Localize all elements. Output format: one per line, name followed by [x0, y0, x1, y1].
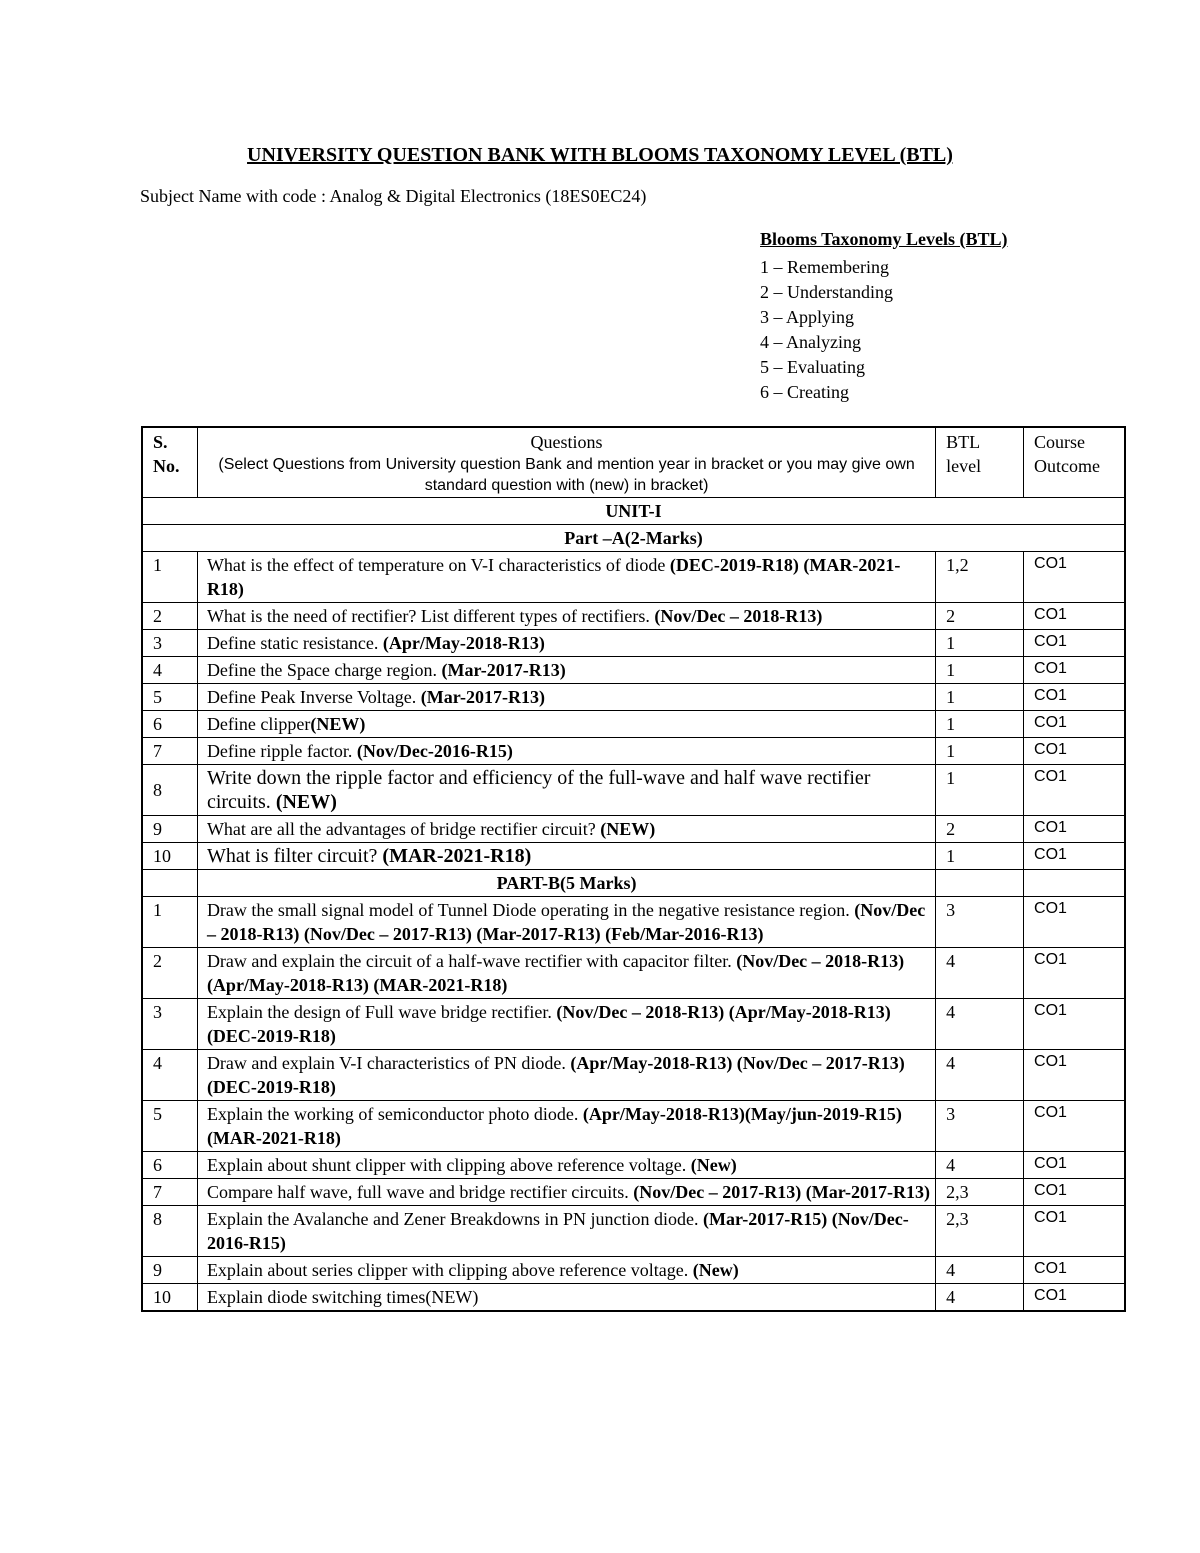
question-number: 7 [142, 1179, 197, 1206]
question-text [197, 897, 935, 948]
question-number: 2 [142, 948, 197, 999]
table-row [142, 1101, 1125, 1152]
header-questions: Questions (Select Questions from University question Bank and mention year in bracket or you may give own standard question with (new) in bracket) [197, 427, 935, 498]
question-body: What is the need of rectifier? List different types of rectifiers. [206, 606, 655, 626]
table-row [142, 1257, 1125, 1284]
question-number: 6 [142, 711, 197, 738]
question-body: Explain the Avalanche and Zener Breakdowns in PN junction diode. [206, 1209, 703, 1229]
btl-level: 4 [936, 999, 1024, 1050]
question-body: Compare half wave, full wave and bridge rectifier circuits. [206, 1182, 634, 1202]
question-reference: (Apr/May-2018-R13) (Nov/Dec – 2017-R13)(DEC-2019-R18) [206, 1053, 905, 1097]
question-text [197, 1050, 935, 1101]
question-text [197, 657, 935, 684]
btl-level: 1 [936, 765, 1024, 816]
question-number: 5 [142, 684, 197, 711]
question-reference: (DEC-2019-R18) (MAR-2021-R18) [206, 555, 901, 599]
question-number: 5 [142, 1101, 197, 1152]
table-row [142, 630, 1125, 657]
course-outcome: CO1 [1024, 816, 1125, 843]
question-number: 4 [142, 1050, 197, 1101]
question-body: Explain the working of semiconductor photo diode. [206, 1104, 583, 1124]
table-row [142, 948, 1125, 999]
empty-cell [1024, 870, 1125, 897]
btl-legend-item: 3 – Applying [760, 307, 855, 327]
btl-level: 2,3 [936, 1206, 1024, 1257]
question-reference: (Nov/Dec – 2018-R13) (Apr/May-2018-R13) (MAR-2021-R18) [206, 951, 905, 995]
btl-level: 1 [936, 657, 1024, 684]
question-reference: (Nov/Dec – 2017-R13) (Mar-2017-R13) [633, 1182, 931, 1202]
question-text [197, 1101, 935, 1152]
question-reference: (NEW) [275, 791, 337, 813]
question-text [197, 765, 935, 816]
btl-level: 3 [936, 897, 1024, 948]
question-number: 10 [142, 843, 197, 870]
part-b-row [142, 870, 1125, 897]
question-body: Draw the small signal model of Tunnel Diode operating in the negative resistance region. [206, 900, 855, 920]
header-btl: BTL level [936, 427, 1024, 498]
question-text [197, 1152, 935, 1179]
question-number: 4 [142, 657, 197, 684]
question-body: What is the effect of temperature on V-I characteristics of diode [206, 555, 670, 575]
question-reference: (Mar-2017-R15) (Nov/Dec-2016-R15) [206, 1209, 909, 1253]
question-table [141, 426, 1126, 1312]
question-reference: (MAR-2021-R18) [382, 845, 532, 867]
course-outcome: CO1 [1024, 843, 1125, 870]
table-row [142, 843, 1125, 870]
question-reference: (Nov/Dec – 2018-R13) (Apr/May-2018-R13) (DEC-2019-R18) [206, 1002, 891, 1046]
question-body: Explain the design of Full wave bridge rectifier. [206, 1002, 557, 1022]
table-row [142, 897, 1125, 948]
course-outcome: CO1 [1024, 1152, 1125, 1179]
course-outcome: CO1 [1024, 603, 1125, 630]
question-number: 9 [142, 1257, 197, 1284]
question-body: Define clipper [206, 714, 311, 734]
table-row [142, 657, 1125, 684]
part-a-title: Part –A(2-Marks) [142, 525, 1125, 552]
course-outcome: CO1 [1024, 1050, 1125, 1101]
question-reference: (Apr/May-2018-R13) [382, 633, 545, 653]
table-row [142, 765, 1125, 816]
btl-legend-item: 2 – Understanding [760, 282, 893, 302]
course-outcome: CO1 [1024, 897, 1125, 948]
question-text [197, 630, 935, 657]
question-text [197, 552, 935, 603]
question-text [197, 684, 935, 711]
course-outcome: CO1 [1024, 1101, 1125, 1152]
empty-cell [142, 870, 197, 897]
unit-title: UNIT-I [142, 498, 1125, 525]
btl-legend-item: 1 – Remembering [760, 257, 889, 277]
btl-legend-item: 5 – Evaluating [760, 357, 865, 377]
question-body: Define ripple factor. [206, 741, 357, 761]
btl-level: 4 [936, 1284, 1024, 1312]
header-course-outcome: Course Outcome [1024, 427, 1125, 498]
question-text [197, 1284, 935, 1312]
table-row [142, 1206, 1125, 1257]
part-a-row [142, 525, 1125, 552]
question-reference: (NEW) [310, 714, 366, 734]
btl-level: 1 [936, 711, 1024, 738]
table-row [142, 1152, 1125, 1179]
course-outcome: CO1 [1024, 552, 1125, 603]
question-text [197, 603, 935, 630]
table-row [142, 711, 1125, 738]
course-outcome: CO1 [1024, 999, 1125, 1050]
table-row [142, 738, 1125, 765]
btl-level: 4 [936, 1050, 1024, 1101]
unit-row [142, 498, 1125, 525]
question-body: Explain about shunt clipper with clipping above reference voltage. [206, 1155, 691, 1175]
question-text [197, 948, 935, 999]
table-row [142, 816, 1125, 843]
table-row [142, 603, 1125, 630]
btl-level: 2 [936, 603, 1024, 630]
course-outcome: CO1 [1024, 711, 1125, 738]
table-row [142, 552, 1125, 603]
header-sno: S. No. [142, 427, 197, 498]
question-reference: (New) [690, 1155, 737, 1175]
question-number: 3 [142, 630, 197, 657]
btl-level: 2 [936, 816, 1024, 843]
question-text [197, 711, 935, 738]
course-outcome: CO1 [1024, 1257, 1125, 1284]
question-text [197, 1179, 935, 1206]
question-reference: (NEW) [600, 819, 656, 839]
question-reference: (New) [692, 1260, 739, 1280]
question-number: 8 [142, 765, 197, 816]
btl-legend-item: 6 – Creating [760, 382, 849, 402]
question-body: Explain diode switching times(NEW) [206, 1287, 479, 1307]
page-title: UNIVERSITY QUESTION BANK WITH BLOOMS TAXONOMY LEVEL (BTL) [247, 144, 953, 166]
question-body: What are all the advantages of bridge rectifier circuit? [206, 819, 601, 839]
course-outcome: CO1 [1024, 948, 1125, 999]
question-text [197, 1257, 935, 1284]
course-outcome: CO1 [1024, 630, 1125, 657]
question-body: What is filter circuit? [206, 845, 383, 867]
course-outcome: CO1 [1024, 1284, 1125, 1312]
btl-level: 4 [936, 948, 1024, 999]
table-row [142, 1284, 1125, 1312]
question-text [197, 843, 935, 870]
empty-cell [936, 870, 1024, 897]
btl-level: 3 [936, 1101, 1024, 1152]
table-header-row [142, 427, 1125, 498]
btl-level: 1 [936, 630, 1024, 657]
btl-level: 1 [936, 738, 1024, 765]
question-body: Draw and explain V-I characteristics of PN diode. [206, 1053, 571, 1073]
question-reference: (Nov/Dec-2016-R15) [356, 741, 513, 761]
question-reference: (Mar-2017-R13) [420, 687, 546, 707]
table-row [142, 1179, 1125, 1206]
question-text [197, 999, 935, 1050]
question-number: 8 [142, 1206, 197, 1257]
question-body: Define static resistance. [206, 633, 383, 653]
course-outcome: CO1 [1024, 765, 1125, 816]
question-reference: (Nov/Dec – 2018-R13) [654, 606, 823, 626]
table-row [142, 1050, 1125, 1101]
part-b-title: PART-B(5 Marks) [197, 870, 935, 897]
question-text [197, 1206, 935, 1257]
question-reference: (Mar-2017-R13) [441, 660, 566, 680]
question-number: 10 [142, 1284, 197, 1312]
question-number: 6 [142, 1152, 197, 1179]
question-number: 3 [142, 999, 197, 1050]
btl-level: 2,3 [936, 1179, 1024, 1206]
btl-legend-item: 4 – Analyzing [760, 332, 861, 352]
course-outcome: CO1 [1024, 684, 1125, 711]
course-outcome: CO1 [1024, 1206, 1125, 1257]
btl-legend-heading: Blooms Taxonomy Levels (BTL) [760, 229, 1008, 249]
btl-level: 1 [936, 843, 1024, 870]
btl-level: 4 [936, 1257, 1024, 1284]
course-outcome: CO1 [1024, 738, 1125, 765]
question-number: 1 [142, 897, 197, 948]
question-body: Explain about series clipper with clipping above reference voltage. [206, 1260, 693, 1280]
question-body: Draw and explain the circuit of a half-wave rectifier with capacitor filter. [206, 951, 737, 971]
question-body: Define Peak Inverse Voltage. [206, 687, 421, 707]
table-row [142, 684, 1125, 711]
course-outcome: CO1 [1024, 1179, 1125, 1206]
btl-level: 1,2 [936, 552, 1024, 603]
question-reference: (Apr/May-2018-R13)(May/jun-2019-R15) (MAR-2021-R18) [206, 1104, 902, 1148]
question-body: Define the Space charge region. [206, 660, 442, 680]
question-number: 9 [142, 816, 197, 843]
question-number: 1 [142, 552, 197, 603]
question-number: 7 [142, 738, 197, 765]
btl-level: 4 [936, 1152, 1024, 1179]
question-text [197, 816, 935, 843]
btl-level: 1 [936, 684, 1024, 711]
question-body: Write down the ripple factor and efficiency of the full-wave and half wave rectifier circuits. [206, 767, 871, 813]
table-row [142, 999, 1125, 1050]
question-reference: (Nov/Dec – 2018-R13) (Nov/Dec – 2017-R13) (Mar-2017-R13) (Feb/Mar-2016-R13) [206, 900, 926, 944]
btl-legend [760, 227, 1008, 405]
subject-line: Subject Name with code : Analog & Digital Electronics (18ES0EC24) [140, 186, 647, 206]
question-text [197, 738, 935, 765]
course-outcome: CO1 [1024, 657, 1125, 684]
question-number: 2 [142, 603, 197, 630]
